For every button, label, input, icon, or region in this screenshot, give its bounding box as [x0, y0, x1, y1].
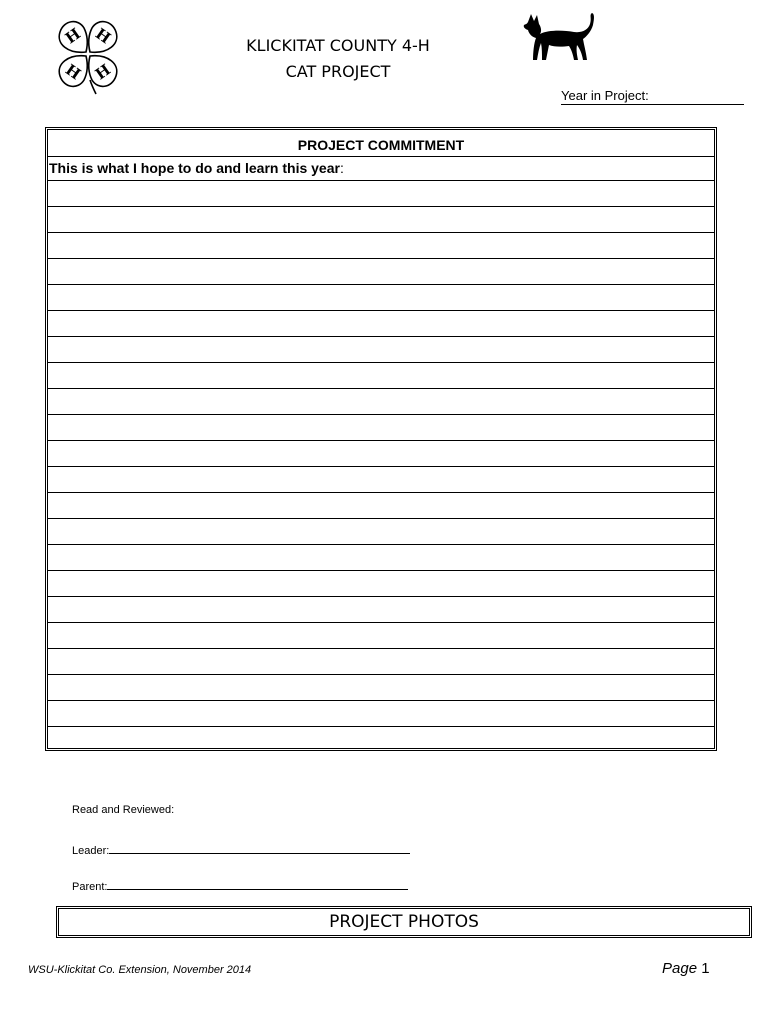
parent-label: Parent:: [72, 881, 108, 893]
writing-line[interactable]: [48, 623, 714, 649]
year-in-project-field[interactable]: [561, 88, 744, 105]
project-commitment-box: [45, 127, 717, 751]
read-reviewed-label: Read and Reviewed:: [72, 804, 175, 816]
commitment-intro: [48, 157, 714, 181]
leader-signature-field[interactable]: [72, 842, 410, 858]
title-line-project: CAT PROJECT: [285, 62, 391, 81]
black-cat-icon: [520, 12, 600, 64]
clover-letter-h: H: [62, 24, 84, 48]
writing-line[interactable]: [48, 311, 714, 337]
writing-line[interactable]: [48, 571, 714, 597]
writing-line[interactable]: [48, 545, 714, 571]
page-label: Page: [662, 960, 698, 977]
writing-line[interactable]: [48, 415, 714, 441]
clover-letter-h: H: [62, 60, 84, 84]
writing-line[interactable]: [48, 493, 714, 519]
clover-letter-h: H: [92, 60, 114, 84]
parent-signature-field[interactable]: [72, 878, 408, 894]
page-indicator: [662, 960, 710, 977]
year-in-project-label: Year in Project:: [561, 88, 649, 103]
writing-line[interactable]: [48, 701, 714, 727]
leader-label: Leader:: [72, 845, 110, 857]
writing-line[interactable]: [48, 337, 714, 363]
writing-line[interactable]: [48, 285, 714, 311]
writing-line[interactable]: [48, 597, 714, 623]
writing-line[interactable]: [48, 259, 714, 285]
clover-letter-h: H: [92, 24, 114, 48]
writing-line[interactable]: [48, 467, 714, 493]
writing-line[interactable]: [48, 389, 714, 415]
commitment-writing-lines: [48, 181, 714, 753]
writing-line[interactable]: [48, 675, 714, 701]
writing-line[interactable]: [48, 519, 714, 545]
writing-line[interactable]: [48, 727, 714, 753]
writing-line[interactable]: [48, 207, 714, 233]
title-line-county: KLICKITAT COUNTY 4-H: [246, 36, 430, 55]
writing-line[interactable]: [48, 649, 714, 675]
commitment-intro-text: This is what I hope to do and learn this year: [49, 160, 340, 176]
writing-line[interactable]: [48, 441, 714, 467]
four-h-clover-icon: [50, 14, 126, 96]
project-photos-heading: PROJECT PHOTOS: [56, 906, 752, 938]
writing-line[interactable]: [48, 181, 714, 207]
project-commitment-heading: PROJECT COMMITMENT: [48, 130, 714, 157]
writing-line[interactable]: [48, 233, 714, 259]
footer-credit: WSU-Klickitat Co. Extension, November 2014: [28, 964, 252, 976]
document-title: [180, 33, 496, 85]
page-number: 1: [701, 960, 710, 977]
leader-signature-line[interactable]: [109, 842, 410, 854]
parent-signature-line[interactable]: [107, 878, 408, 890]
writing-line[interactable]: [48, 363, 714, 389]
commitment-intro-colon: :: [339, 160, 344, 176]
